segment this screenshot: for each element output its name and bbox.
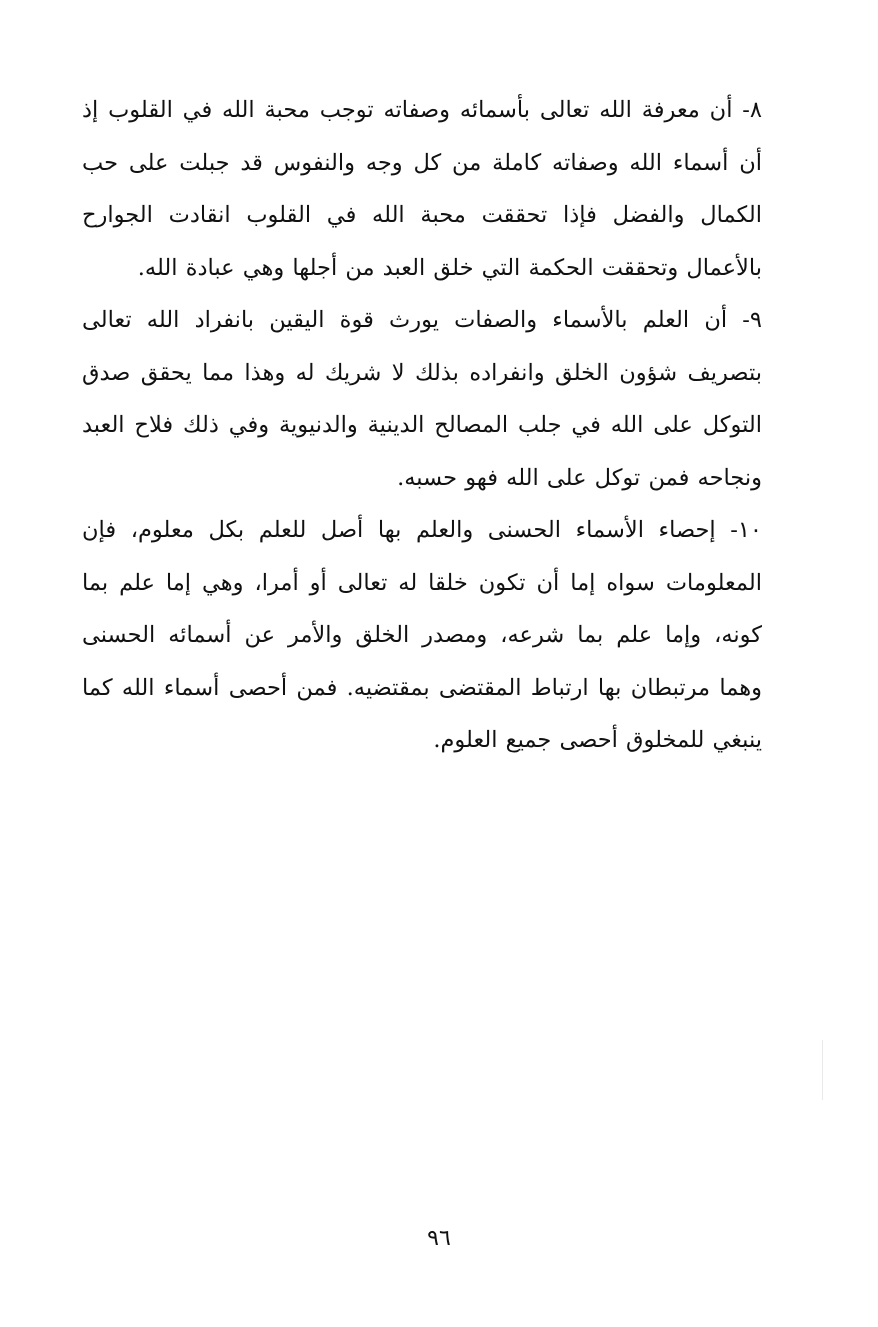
paragraph-9: ٩- أن العلم بالأسماء والصفات يورث قوة اليقين بانفراد الله تعالى بتصريف شؤون الخلق وانفراده بذلك لا شريك له وهذا مما يحقق صدق التوكل على الله في جلب المصالح الدينية والدنيوية وفي ذلك فلاح العبد ونجاحه فمن توكل على الله فهو حسبه. (82, 307, 762, 491)
page-number: ٩٦ (427, 1226, 451, 1251)
body-text (82, 84, 762, 767)
scan-artifact (822, 1040, 823, 1100)
paragraph-10: ١٠- إحصاء الأسماء الحسنى والعلم بها أصل للعلم بكل معلوم، فإن المعلومات سواه إما أن تكون خلقا له تعالى أو أمرا، وهي إما علم بما كونه، وإما علم بما شرعه، ومصدر الخلق والأمر عن أسمائه الحسنى وهما مرتبطان بها ارتباط المقتضى بمقتضيه. فمن أحصى أسماء الله كما ينبغي للمخلوق أحصى جميع العلوم. (82, 517, 762, 753)
paragraph-8: ٨- أن معرفة الله تعالى بأسمائه وصفاته توجب محبة الله في القلوب إذ أن أسماء الله وصفاته كاملة من كل وجه والنفوس قد جبلت على حب الكمال والفضل فإذا تحققت محبة الله في القلوب انقادت الجوارح بالأعمال وتحققت الحكمة التي خلق العبد من أجلها وهي عبادة الله. (82, 97, 762, 281)
